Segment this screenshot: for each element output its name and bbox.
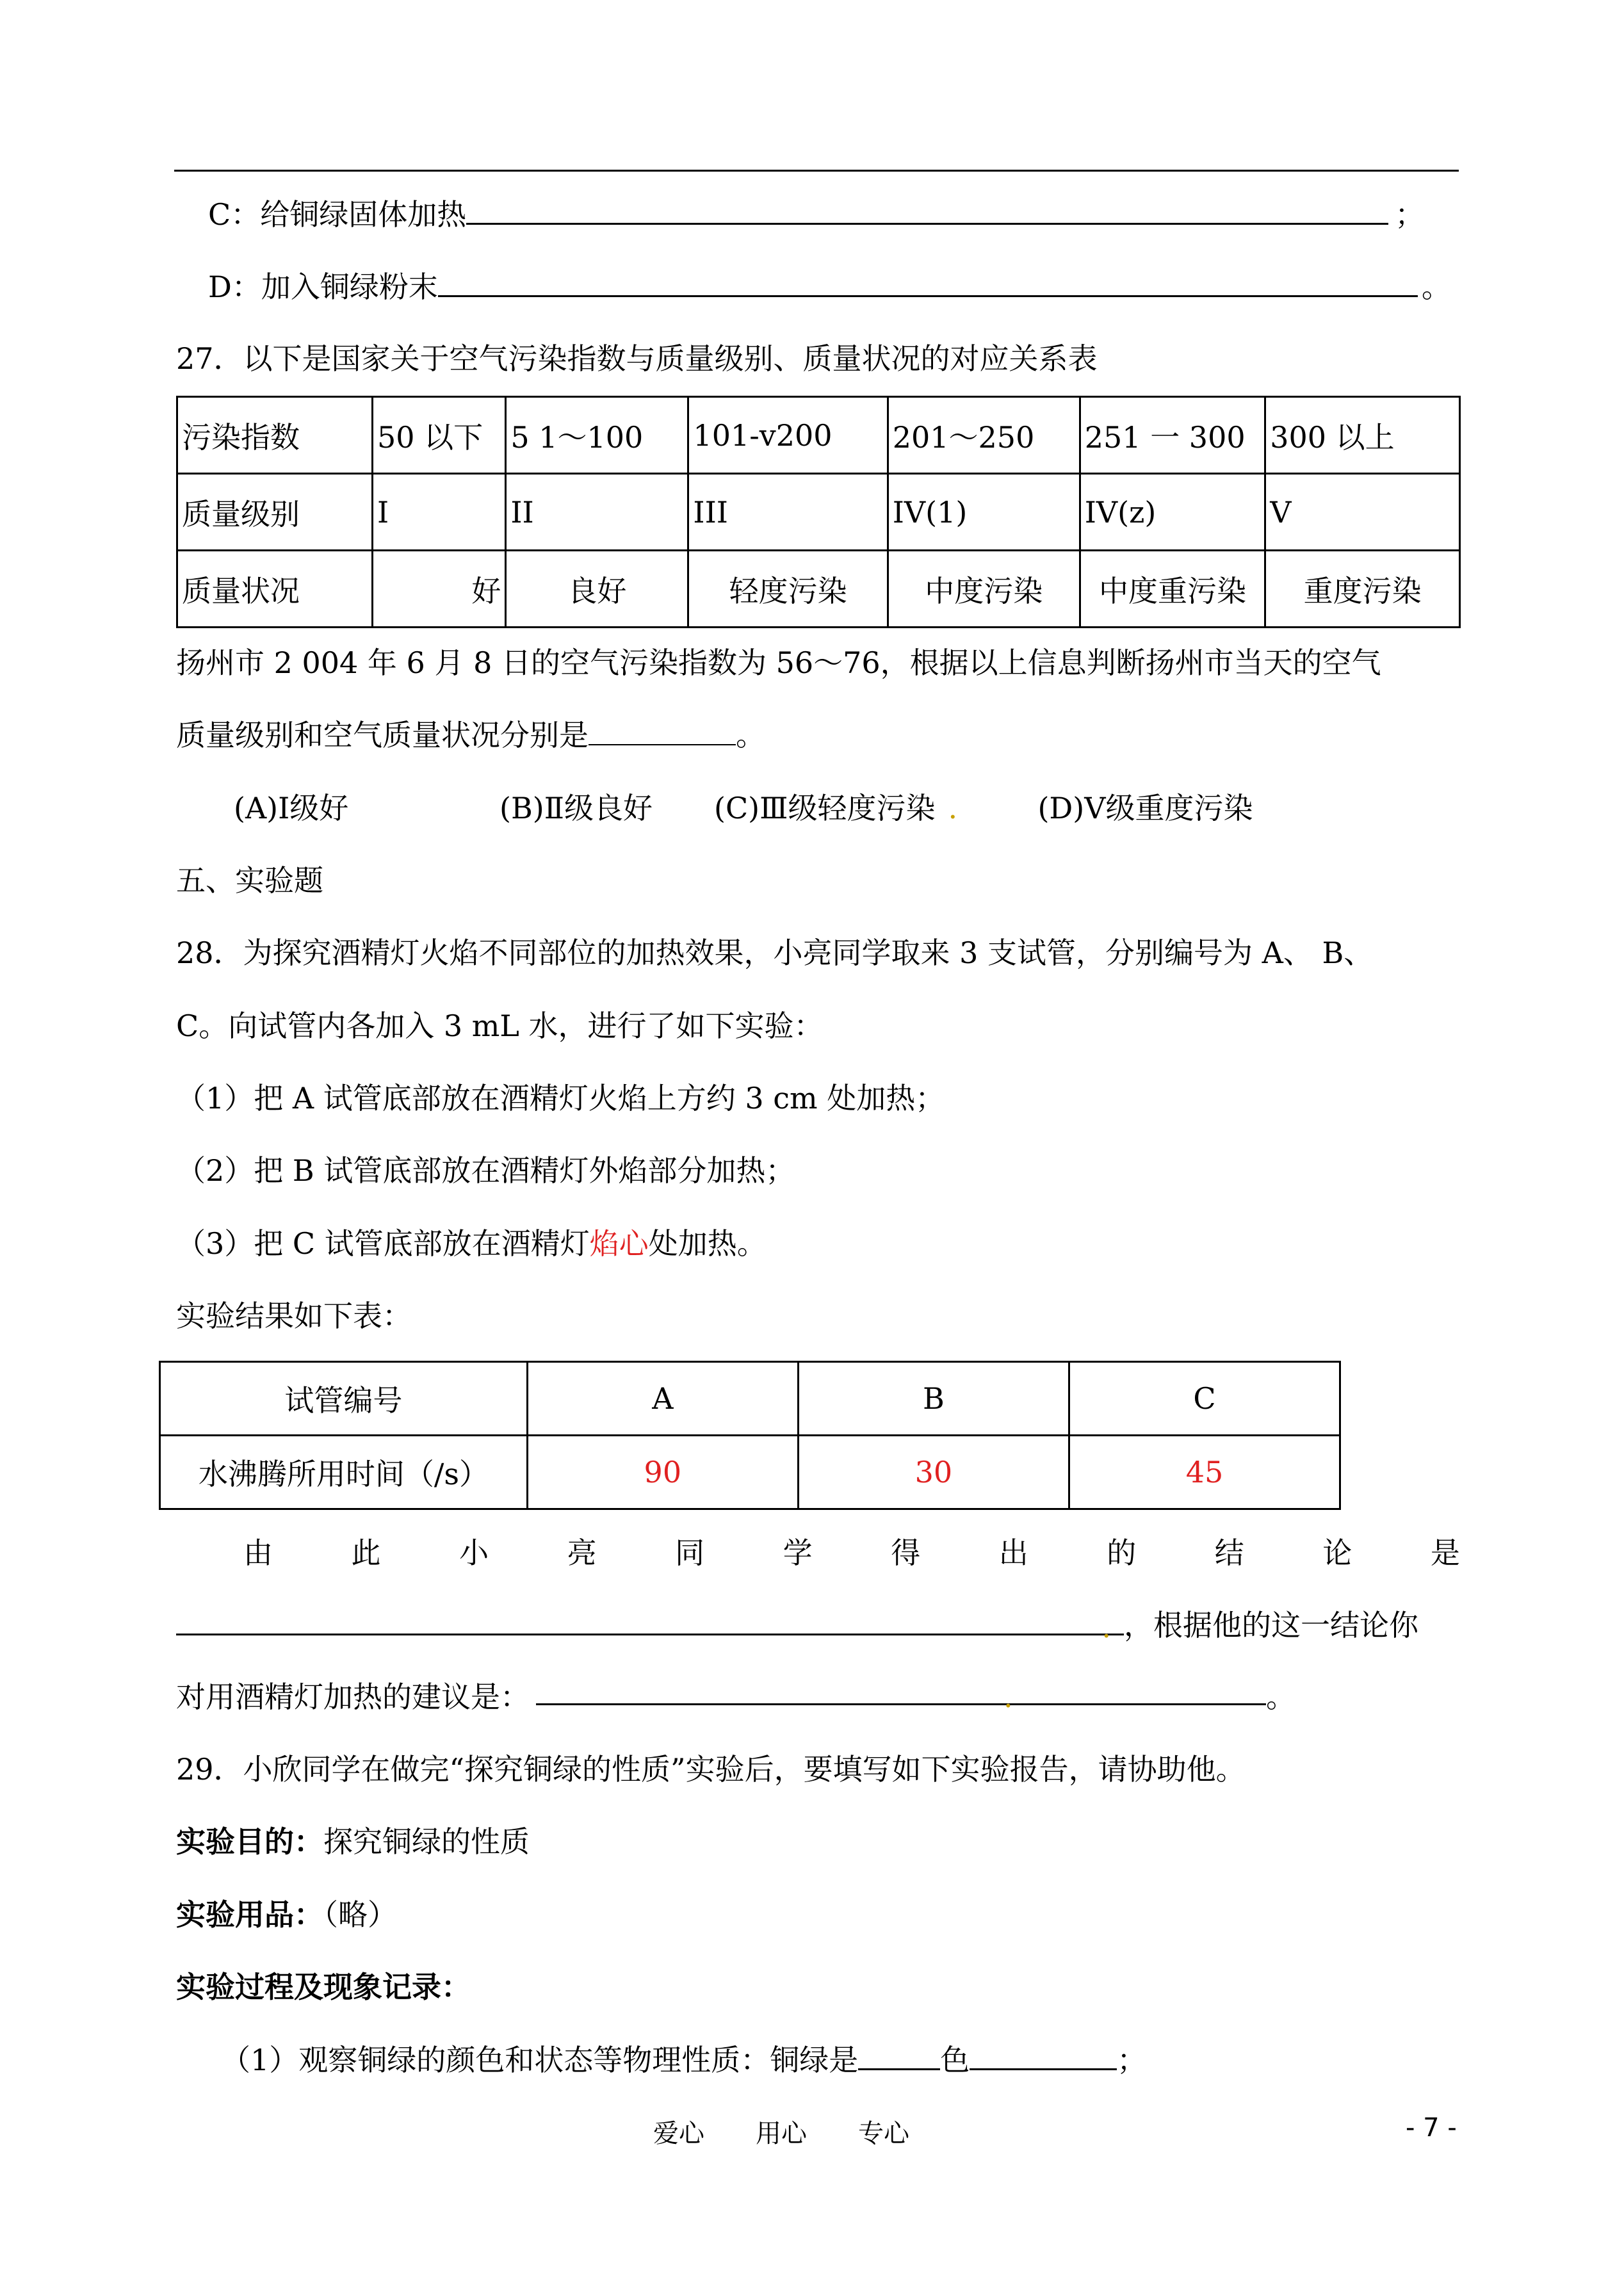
flame-core-text: 焰心	[589, 1226, 649, 1261]
pollution-index-table	[176, 396, 1461, 628]
table-cell: 中度重污染	[1080, 551, 1265, 628]
answer-blank-conclusion[interactable]: .	[176, 1608, 1124, 1635]
table-value-a: 90	[527, 1436, 798, 1509]
option-b[interactable]: (B)Ⅱ级良好	[499, 791, 653, 825]
conclusion-char: 由	[243, 1536, 273, 1570]
conclusion-char: 是	[1430, 1536, 1460, 1570]
table-cell: 中度污染	[888, 551, 1080, 628]
step-1: （1）把 A 试管底部放在酒精灯火焰上方约 3 cm 处加热；	[176, 1081, 945, 1115]
result-intro: 实验结果如下表：	[176, 1299, 412, 1333]
page-number: - 7 -	[1406, 2113, 1457, 2143]
line-d: D：加入铜绿粉末 。	[208, 270, 1451, 304]
question-28-line-1: 28．为探究酒精灯火焰不同部位的加热效果，小亮同学取来 3 支试管，分别编号为 A、 B、	[176, 936, 1374, 970]
question-29: 29．小欣同学在做完“探究铜绿的性质”实验后，要填写如下实验报告，请协助他。	[176, 1752, 1246, 1787]
table-row	[177, 474, 1460, 551]
table-cell: 好	[372, 551, 505, 628]
table-row	[177, 551, 1460, 628]
conclusion-line	[243, 1534, 1460, 1572]
answer-blank-state[interactable]	[970, 2043, 1117, 2070]
table-cell: V	[1265, 474, 1460, 551]
experiment-result-table	[159, 1361, 1341, 1510]
table-cell: 重度污染	[1265, 551, 1460, 628]
table-cell: 轻度污染	[688, 551, 888, 628]
table-cell: 101-v200	[688, 397, 888, 474]
table-cell: 251 一 300	[1080, 397, 1265, 474]
conclusion-char: 得	[891, 1536, 921, 1570]
row-header-cell: 污染指数	[177, 397, 373, 474]
table-header-cell: C	[1069, 1362, 1340, 1436]
section-title-experiment: 五、实验题	[176, 863, 323, 898]
conclusion-char: 同	[675, 1536, 705, 1570]
table-cell: II	[506, 474, 688, 551]
table-header-cell: A	[527, 1362, 798, 1436]
conclusion-char: 结	[1214, 1536, 1244, 1570]
options-27: (A)Ⅰ级好 (B)Ⅱ级良好 (C)Ⅲ级轻度污染 . (D)Ⅴ级重度污染	[234, 789, 1253, 827]
conclusion-char: 亮	[567, 1536, 597, 1570]
question-28-line-2: C。向试管内各加入 3 mL 水，进行了如下实验：	[176, 1009, 824, 1043]
question-27: 27．以下是国家关于空气污染指数与质量级别、质量状况的对应关系表	[176, 341, 1098, 376]
answer-blank-27[interactable]	[589, 718, 736, 745]
suggestion-line: 对用酒精灯加热的建议是： . 。	[176, 1678, 1295, 1716]
table-cell: 良好	[506, 551, 688, 628]
table-cell: I	[372, 474, 505, 551]
conclusion-char: 学	[783, 1536, 813, 1570]
footer-slogan: 爱心 用心 专心	[653, 2119, 909, 2148]
table-cell: 5 1～100	[506, 397, 688, 474]
conclusion-char: 的	[1107, 1536, 1137, 1570]
answer-blank-c[interactable]	[466, 197, 1388, 225]
conclusion-blank-line: . ，根据他的这一结论你	[176, 1606, 1418, 1644]
option-c[interactable]: (C)Ⅲ级轻度污染	[714, 791, 936, 825]
question-27-text-1: 扬州市 2 004 年 6 月 8 日的空气污染指数为 56～76，根据以上信息判断扬州市当天的空气	[176, 645, 1381, 680]
answer-blank-d[interactable]	[438, 270, 1418, 297]
step-3: （3）把 C 试管底部放在酒精灯焰心处加热。	[176, 1226, 767, 1261]
process-label: 实验过程及现象记录：	[176, 1970, 471, 2004]
option-d[interactable]: (D)Ⅴ级重度污染	[1037, 791, 1253, 825]
table-cell: 300 以上	[1265, 397, 1460, 474]
conclusion-char: 小	[459, 1536, 489, 1570]
observation-line: （1）观察铜绿的颜色和状态等物理性质：铜绿是 色 ；	[221, 2043, 1147, 2077]
row-header-cell: 质量状况	[177, 551, 373, 628]
table-header-cell: 试管编号	[160, 1362, 528, 1436]
table-cell: IV(z)	[1080, 474, 1265, 551]
table-header-cell: B	[798, 1362, 1069, 1436]
purpose-line: 实验目的：探究铜绿的性质	[176, 1824, 530, 1859]
table-cell: IV(1)	[888, 474, 1080, 551]
option-a[interactable]: (A)Ⅰ级好	[234, 791, 349, 825]
conclusion-char: 此	[351, 1536, 381, 1570]
table-value-c: 45	[1069, 1436, 1340, 1509]
supplies-line: 实验用品：（略）	[176, 1897, 397, 1932]
row-header-cell: 质量级别	[177, 474, 373, 551]
conclusion-char: 论	[1322, 1536, 1352, 1570]
table-value-b: 30	[798, 1436, 1069, 1509]
header-rule	[174, 170, 1459, 172]
answer-blank-suggestion[interactable]: .	[536, 1678, 1266, 1705]
table-cell: 50 以下	[372, 397, 505, 474]
answer-blank-color[interactable]	[858, 2043, 940, 2070]
table-cell: 201～250	[888, 397, 1080, 474]
conclusion-char: 出	[998, 1536, 1028, 1570]
question-27-text-2: 质量级别和空气质量状况分别是 。	[176, 718, 765, 752]
table-row	[177, 397, 1460, 474]
table-cell: III	[688, 474, 888, 551]
table-row-label: 水沸腾所用时间（/s）	[160, 1436, 528, 1509]
step-2: （2）把 B 试管底部放在酒精灯外焰部分加热；	[176, 1153, 795, 1188]
line-c: C：给铜绿固体加热 ；	[208, 197, 1425, 232]
